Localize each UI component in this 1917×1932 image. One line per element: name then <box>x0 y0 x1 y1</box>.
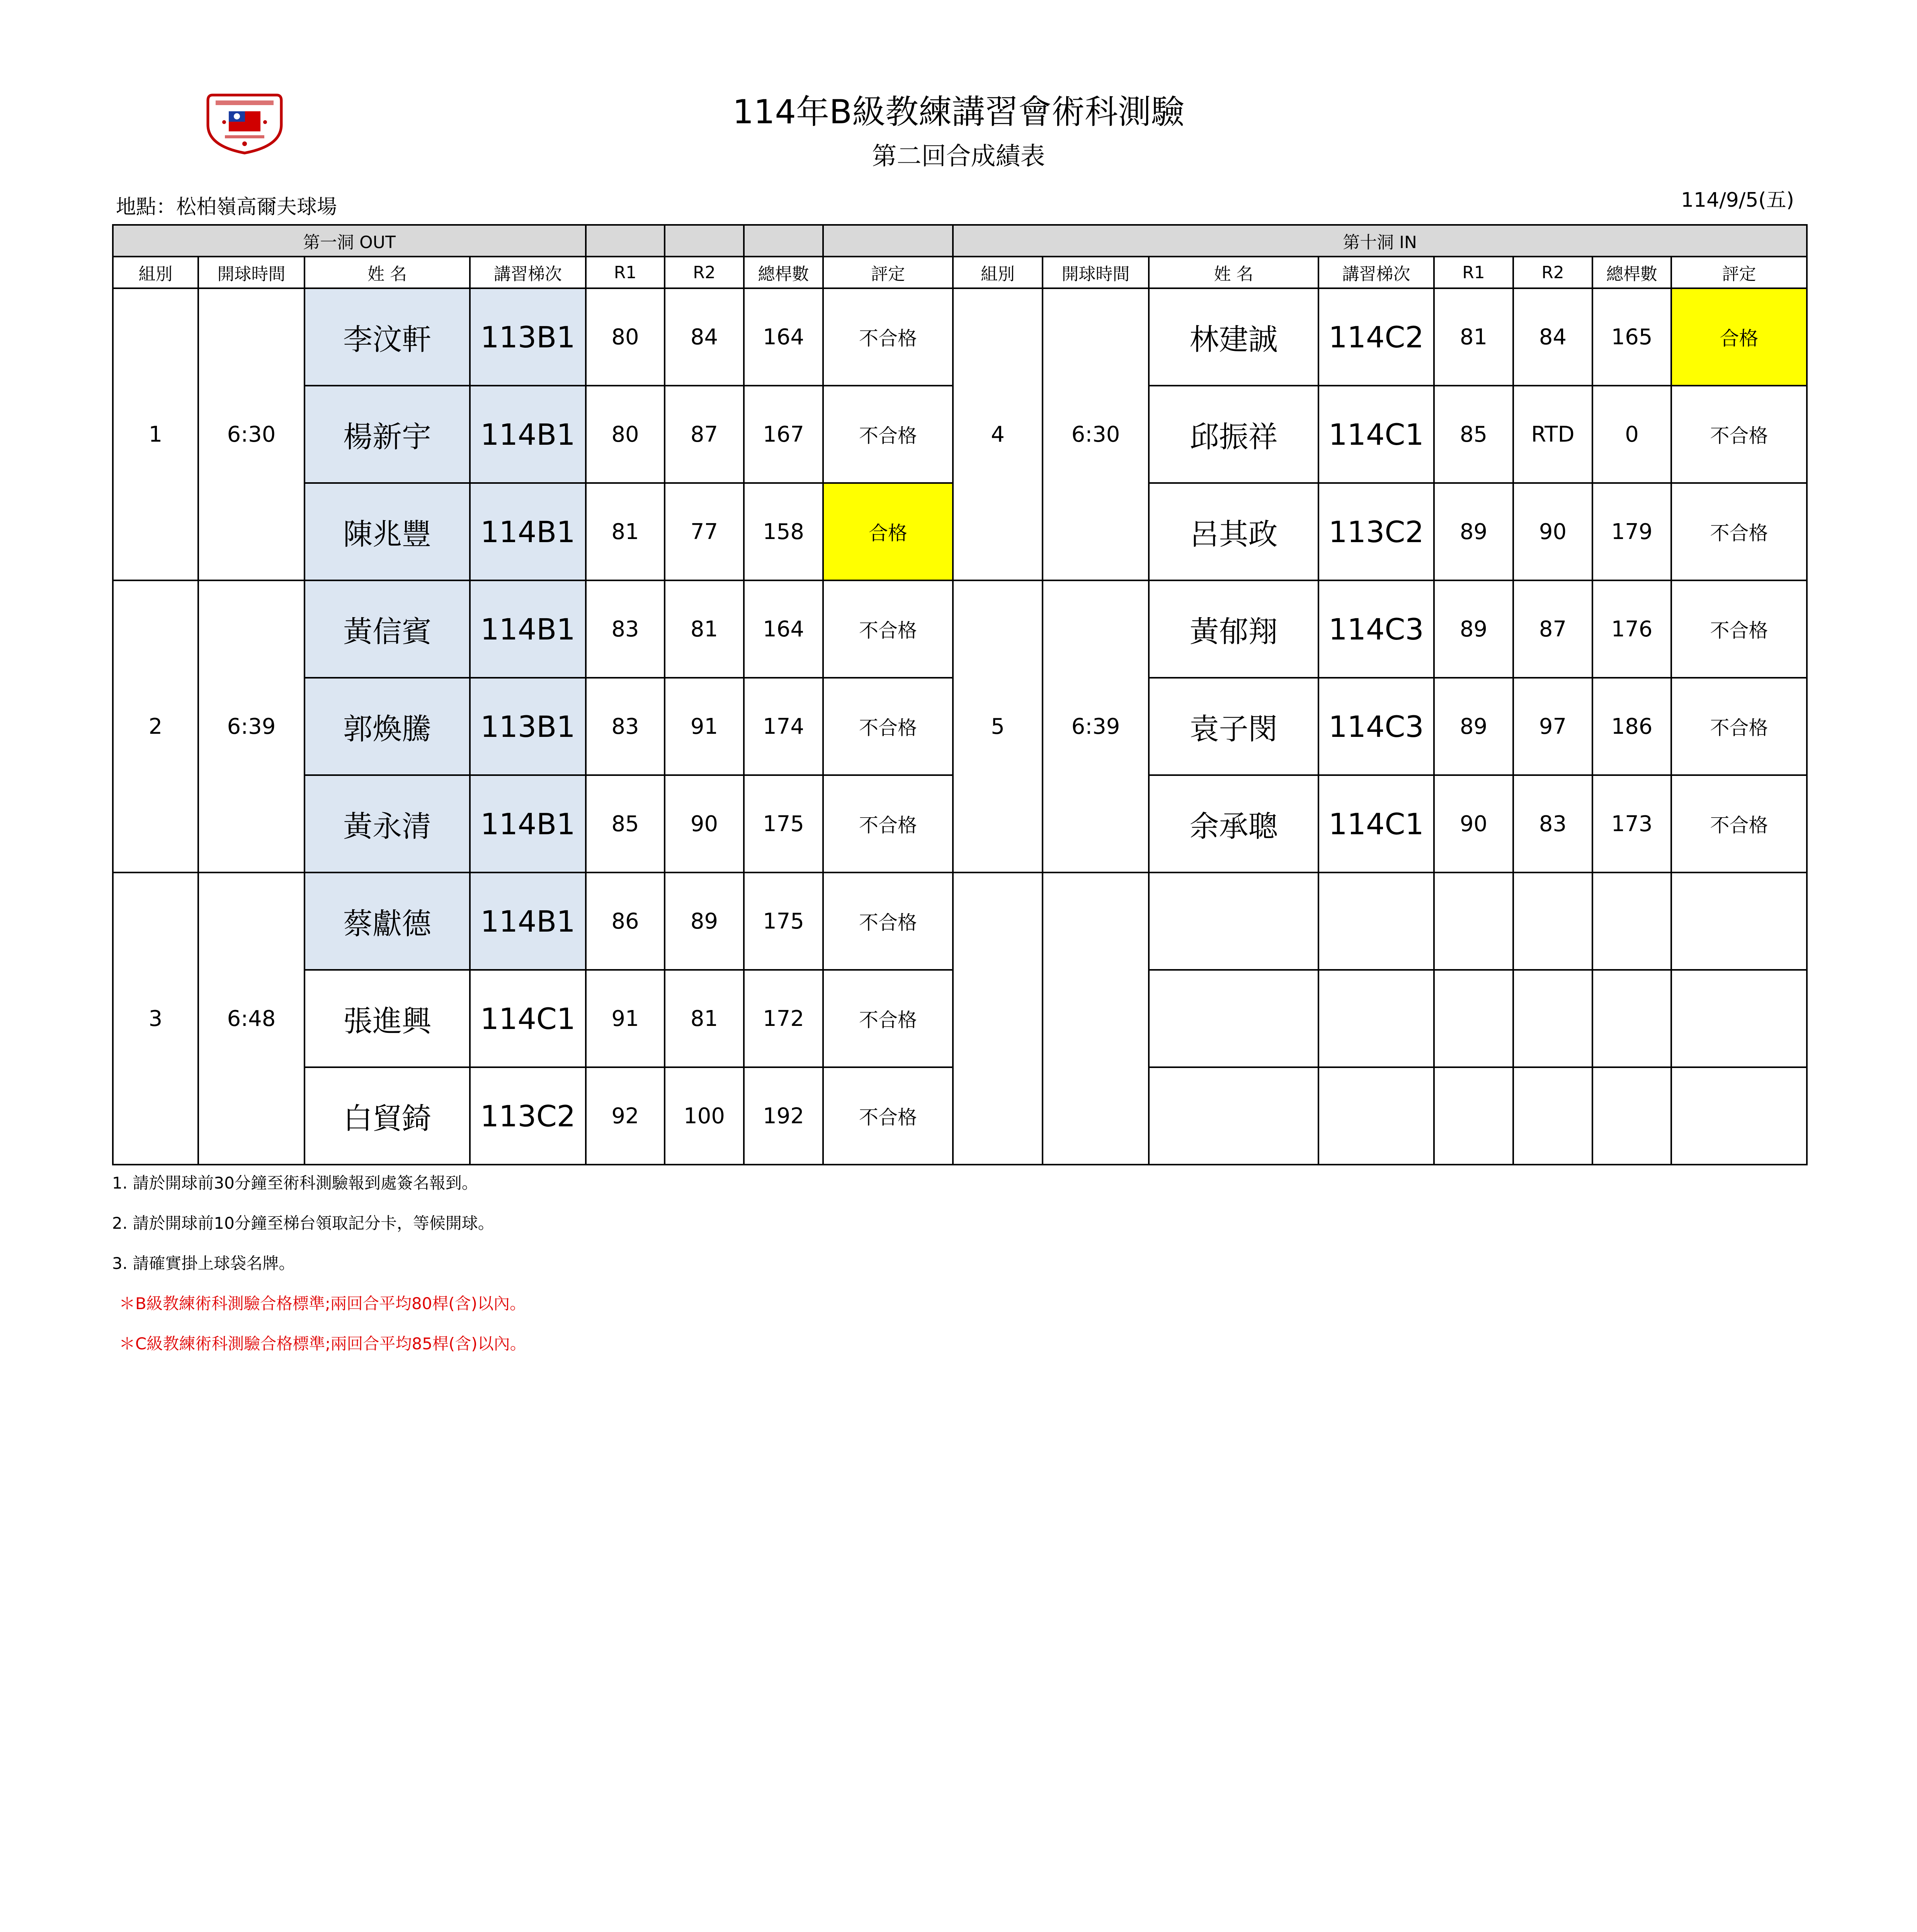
table-row <box>113 288 1807 386</box>
empty-cell <box>1434 970 1513 1067</box>
player-batch: 114C3 <box>1318 678 1434 775</box>
player-batch: 114B1 <box>470 386 586 483</box>
player-batch: 114B1 <box>470 775 586 872</box>
player-name: 白貿錡 <box>304 1067 470 1165</box>
round2-score: 84 <box>665 288 744 386</box>
result-cell: 不合格 <box>823 386 953 483</box>
player-name: 黃永清 <box>304 775 470 872</box>
column-header: 評定 <box>823 257 953 288</box>
player-name: 黃郁翔 <box>1149 580 1318 678</box>
player-batch: 114C1 <box>470 970 586 1067</box>
section-header-cell <box>586 225 665 257</box>
empty-cell <box>1513 872 1592 970</box>
column-header: 組別 <box>113 257 198 288</box>
location-label: 地點：松柏嶺高爾夫球場 <box>116 196 337 219</box>
section-header-cell <box>744 225 823 257</box>
result-cell: 不合格 <box>823 678 953 775</box>
page-subtitle: 第二回合成績表 <box>872 142 1045 171</box>
empty-cell <box>1513 970 1592 1067</box>
round1-score: 81 <box>586 483 665 580</box>
empty-cell <box>1513 1067 1592 1165</box>
player-batch: 113B1 <box>470 678 586 775</box>
result-cell: 不合格 <box>1671 775 1807 872</box>
player-name: 袁子閔 <box>1149 678 1318 775</box>
criteria-note: ＊C級教練術科測驗合格標準;兩回合平均85桿(含)以內。 <box>119 1334 526 1353</box>
empty-cell <box>1671 970 1807 1067</box>
player-name: 黃信賓 <box>304 580 470 678</box>
total-score: 176 <box>1592 580 1671 678</box>
group-number: 1 <box>113 288 198 580</box>
empty-cell <box>1671 1067 1807 1165</box>
round1-score: 81 <box>1434 288 1513 386</box>
note-item: 1. 請於開球前30分鐘至術科測驗報到處簽名報到。 <box>112 1173 478 1192</box>
column-header: 總桿數 <box>1592 257 1671 288</box>
score-table <box>112 224 1808 1165</box>
round2-score: 97 <box>1513 678 1592 775</box>
table-row <box>113 872 1807 970</box>
round1-score: 89 <box>1434 580 1513 678</box>
round1-score: 91 <box>586 970 665 1067</box>
total-score: 173 <box>1592 775 1671 872</box>
empty-cell <box>1318 872 1434 970</box>
total-score: 164 <box>744 288 823 386</box>
player-batch: 114C2 <box>1318 288 1434 386</box>
column-header: 評定 <box>1671 257 1807 288</box>
column-header: 講習梯次 <box>1318 257 1434 288</box>
round2-score: 87 <box>1513 580 1592 678</box>
player-batch: 113B1 <box>470 288 586 386</box>
column-header: 組別 <box>953 257 1043 288</box>
player-batch: 114C1 <box>1318 386 1434 483</box>
result-cell: 不合格 <box>1671 483 1807 580</box>
tee-time: 6:39 <box>198 580 304 872</box>
column-header: 姓 名 <box>1149 257 1318 288</box>
round1-score: 90 <box>1434 775 1513 872</box>
player-batch: 113C2 <box>1318 483 1434 580</box>
note-item: 3. 請確實掛上球袋名牌。 <box>112 1254 295 1273</box>
round1-score: 86 <box>586 872 665 970</box>
round1-score: 83 <box>586 580 665 678</box>
empty-cell <box>1671 872 1807 970</box>
column-header: R1 <box>586 257 665 288</box>
round2-score: 81 <box>665 580 744 678</box>
player-name: 李汶軒 <box>304 288 470 386</box>
group-number: 5 <box>953 580 1043 872</box>
result-cell: 不合格 <box>1671 386 1807 483</box>
group-number: 2 <box>113 580 198 872</box>
round1-score: 85 <box>586 775 665 872</box>
player-name: 林建誠 <box>1149 288 1318 386</box>
empty-cell <box>1149 872 1318 970</box>
player-name: 蔡獻德 <box>304 872 470 970</box>
in-section-header: 第十洞 IN <box>953 225 1807 257</box>
player-name: 楊新宇 <box>304 386 470 483</box>
round2-score: 90 <box>1513 483 1592 580</box>
round1-score: 80 <box>586 386 665 483</box>
total-score: 175 <box>744 775 823 872</box>
group-number: 4 <box>953 288 1043 580</box>
out-section-header: 第一洞 OUT <box>113 225 586 257</box>
result-cell: 合格 <box>823 483 953 580</box>
empty-cell <box>1434 872 1513 970</box>
round1-score: 92 <box>586 1067 665 1165</box>
round2-score: 90 <box>665 775 744 872</box>
column-header-row <box>113 257 1807 288</box>
total-score: 0 <box>1592 386 1671 483</box>
column-header: R1 <box>1434 257 1513 288</box>
column-header: 講習梯次 <box>470 257 586 288</box>
notes-section <box>112 1172 526 1372</box>
empty-cell <box>1043 872 1149 1165</box>
result-cell: 不合格 <box>1671 580 1807 678</box>
player-name: 陳兆豐 <box>304 483 470 580</box>
total-score: 165 <box>1592 288 1671 386</box>
round2-score: 87 <box>665 386 744 483</box>
date-label: 114/9/5(五) <box>1681 189 1794 212</box>
total-score: 174 <box>744 678 823 775</box>
result-cell: 不合格 <box>823 872 953 970</box>
result-cell: 不合格 <box>823 970 953 1067</box>
player-batch: 114C3 <box>1318 580 1434 678</box>
column-header: R2 <box>1513 257 1592 288</box>
round1-score: 85 <box>1434 386 1513 483</box>
player-batch: 114B1 <box>470 872 586 970</box>
empty-cell <box>1318 1067 1434 1165</box>
round2-score: RTD <box>1513 386 1592 483</box>
column-header: R2 <box>665 257 744 288</box>
player-name: 邱振祥 <box>1149 386 1318 483</box>
empty-cell <box>1318 970 1434 1067</box>
criteria-note: ＊B級教練術科測驗合格標準;兩回合平均80桿(含)以內。 <box>119 1294 526 1313</box>
column-header: 姓 名 <box>304 257 470 288</box>
result-cell: 不合格 <box>823 288 953 386</box>
tee-time: 6:39 <box>1043 580 1149 872</box>
empty-cell <box>953 872 1043 1165</box>
empty-cell <box>1149 970 1318 1067</box>
round2-score: 83 <box>1513 775 1592 872</box>
note-item: 2. 請於開球前10分鐘至梯台領取記分卡，等候開球。 <box>112 1214 494 1233</box>
round2-score: 77 <box>665 483 744 580</box>
round1-score: 89 <box>1434 678 1513 775</box>
result-cell: 合格 <box>1671 288 1807 386</box>
empty-cell <box>1592 970 1671 1067</box>
round2-score: 91 <box>665 678 744 775</box>
result-cell: 不合格 <box>823 580 953 678</box>
empty-cell <box>1434 1067 1513 1165</box>
table-row <box>113 580 1807 678</box>
section-header-row <box>113 225 1807 257</box>
tee-time: 6:30 <box>1043 288 1149 580</box>
round2-score: 89 <box>665 872 744 970</box>
player-name: 余承聰 <box>1149 775 1318 872</box>
section-header-cell <box>665 225 744 257</box>
player-batch: 113C2 <box>470 1067 586 1165</box>
total-score: 158 <box>744 483 823 580</box>
player-name: 郭煥騰 <box>304 678 470 775</box>
round2-score: 81 <box>665 970 744 1067</box>
total-score: 179 <box>1592 483 1671 580</box>
total-score: 172 <box>744 970 823 1067</box>
total-score: 167 <box>744 386 823 483</box>
result-cell: 不合格 <box>1671 678 1807 775</box>
tee-time: 6:48 <box>198 872 304 1165</box>
player-name: 呂其政 <box>1149 483 1318 580</box>
empty-cell <box>1149 1067 1318 1165</box>
player-batch: 114B1 <box>470 580 586 678</box>
result-cell: 不合格 <box>823 1067 953 1165</box>
total-score: 192 <box>744 1067 823 1165</box>
column-header: 總桿數 <box>744 257 823 288</box>
total-score: 164 <box>744 580 823 678</box>
total-score: 186 <box>1592 678 1671 775</box>
player-batch: 114C1 <box>1318 775 1434 872</box>
round2-score: 84 <box>1513 288 1592 386</box>
round1-score: 80 <box>586 288 665 386</box>
tee-time: 6:30 <box>198 288 304 580</box>
empty-cell <box>1592 872 1671 970</box>
result-cell: 不合格 <box>823 775 953 872</box>
round1-score: 83 <box>586 678 665 775</box>
round1-score: 89 <box>1434 483 1513 580</box>
column-header: 開球時間 <box>198 257 304 288</box>
player-batch: 114B1 <box>470 483 586 580</box>
empty-cell <box>1592 1067 1671 1165</box>
section-header-cell <box>823 225 953 257</box>
group-number: 3 <box>113 872 198 1165</box>
player-name: 張進興 <box>304 970 470 1067</box>
column-header: 開球時間 <box>1043 257 1149 288</box>
page-title: 114年B級教練講習會術科測驗 <box>732 93 1185 131</box>
round2-score: 100 <box>665 1067 744 1165</box>
total-score: 175 <box>744 872 823 970</box>
